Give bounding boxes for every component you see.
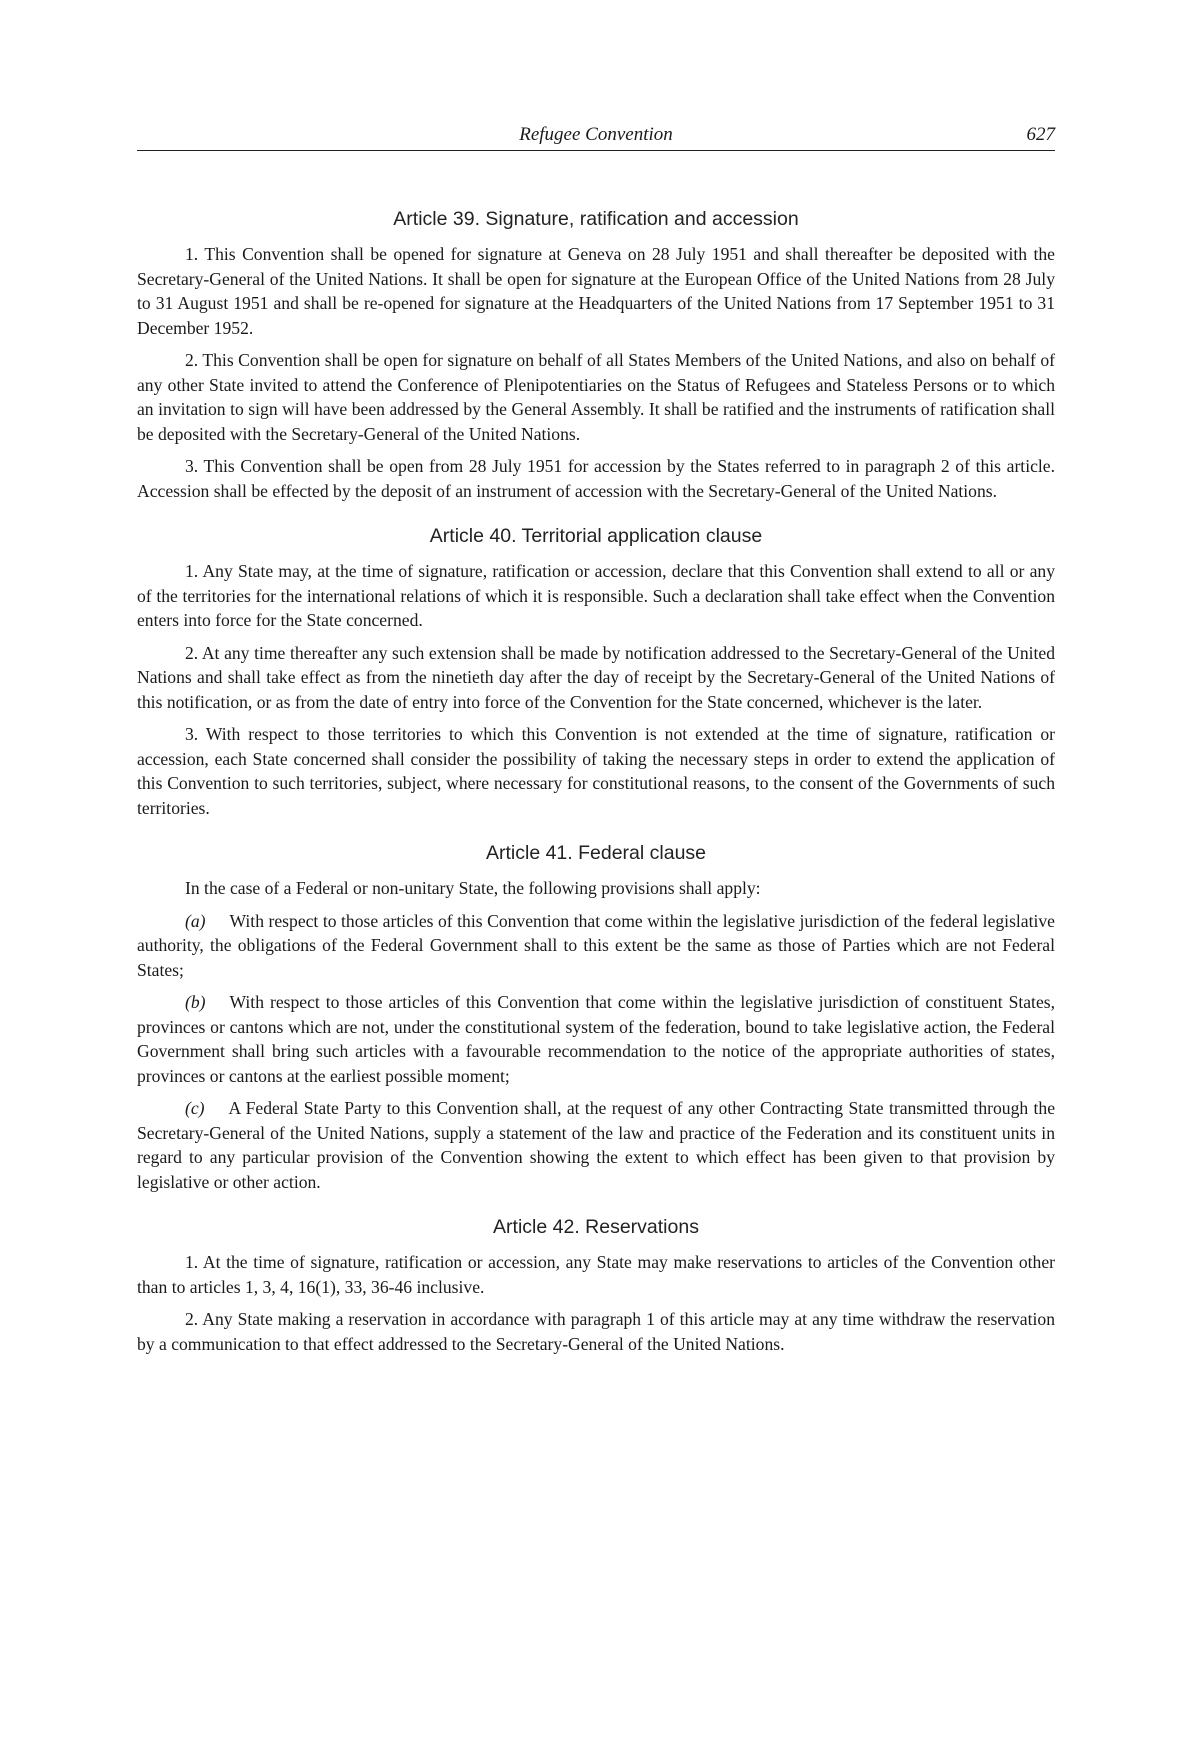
list-item [137, 909, 1055, 983]
page-number: 627 [1026, 124, 1055, 145]
document-page [137, 0, 1055, 1754]
paragraph: In the case of a Federal or non-unitary State, the following provisions shall apply: [185, 878, 761, 898]
list-item [137, 1096, 1055, 1194]
article-40 [137, 523, 1055, 820]
paragraph: 3. With respect to those territories to which this Convention is not extended at the time of signature, ratification or accession, each State concerned shall consider the possibility of taking the necessary steps in order to extend the application of this Convention to such territories, subject, where necessary for constitutional reasons, to the consent of the Governments of such territories. [137, 724, 1055, 818]
document-body [137, 206, 1055, 1364]
paragraph: 1. At the time of signature, ratification or accession, any State may make reservations to articles of the Convention other than to articles 1, 3, 4, 16(1), 33, 36-46 inclusive. [137, 1252, 1055, 1297]
item-text: With respect to those articles of this Convention that come within the legislative jurisdiction of constituent States, provinces or cantons which are not, under the constitutional system of the federation, bound to take legislative action, the Federal Government shall bring such articles with a favourable recommendation to the notice of the appropriate authorities of states, provinces or cantons at the earliest possible moment; [137, 992, 1055, 1086]
article-42 [137, 1214, 1055, 1356]
item-text: With respect to those articles of this Convention that come within the legislative jurisdiction of the federal legislative authority, the obligations of the Federal Government shall to this extent be the same as those of Parties which are not Federal States; [137, 910, 1055, 980]
paragraph: 1. Any State may, at the time of signature, ratification or accession, declare that this Convention shall extend to all or any of the territories for the international relations of which it is responsible. Such a declaration shall take effect when the Convention enters into force for the State concerned. [137, 561, 1055, 630]
paragraph: 1. This Convention shall be opened for signature at Geneva on 28 July 1951 and shall thereafter be deposited with the Secretary-General of the United Nations. It shall be open for signature at the European Office of the United Nations from 28 July to 31 August 1951 and shall be re-opened for signature at the Headquarters of the United Nations from 17 September 1951 to 31 December 1952. [137, 244, 1055, 338]
item-marker: (a) [185, 910, 206, 931]
running-header [137, 120, 1055, 151]
article-39 [137, 206, 1055, 503]
article-heading: Article 40. Territorial application clause [429, 525, 763, 547]
item-text: A Federal State Party to this Convention shall, at the request of any other Contracting State transmitted through the Secretary-General of the United Nations, supply a statement of the law and practice of the Federation and its constituent units in regard to any particular provision of the Convention showing the extent to which effect has been given to that provision by legislative or other action. [137, 1098, 1055, 1192]
article-41 [137, 840, 1055, 1194]
paragraph: 2. This Convention shall be open for signature on behalf of all States Members of the United Nations, and also on behalf of any other State invited to attend the Conference of Plenipotentiaries on the Status of Refugees and Stateless Persons or to which an invitation to sign will have been addressed by the General Assembly. It shall be ratified and the instruments of ratification shall be deposited with the Secretary-General of the United Nations. [137, 350, 1055, 444]
item-marker: (c) [185, 1098, 205, 1118]
article-heading: Article 39. Signature, ratification and accession [393, 208, 799, 230]
list-item [137, 990, 1055, 1088]
item-marker: (b) [185, 992, 206, 1012]
article-heading: Article 41. Federal clause [485, 842, 707, 864]
running-header-title: Refugee Convention [519, 124, 673, 145]
article-heading: Article 42. Reservations [493, 1216, 699, 1238]
paragraph: 3. This Convention shall be open from 28 July 1951 for accession by the States referred to in paragraph 2 of this article. Accession shall be effected by the deposit of an instrument of accession with the Secretary-General of the United Nations. [137, 456, 1055, 501]
paragraph: 2. Any State making a reservation in accordance with paragraph 1 of this article may at any time withdraw the reservation by a communication to that effect addressed to the Secretary-General of the United Nations. [137, 1309, 1055, 1354]
paragraph: 2. At any time thereafter any such extension shall be made by notification addressed to the Secretary-General of the United Nations and shall take effect as from the ninetieth day after the day of receipt by the Secretary-General of the United Nations of this notification, or as from the date of entry into force of the Convention for the State concerned, whichever is the later. [137, 642, 1055, 712]
